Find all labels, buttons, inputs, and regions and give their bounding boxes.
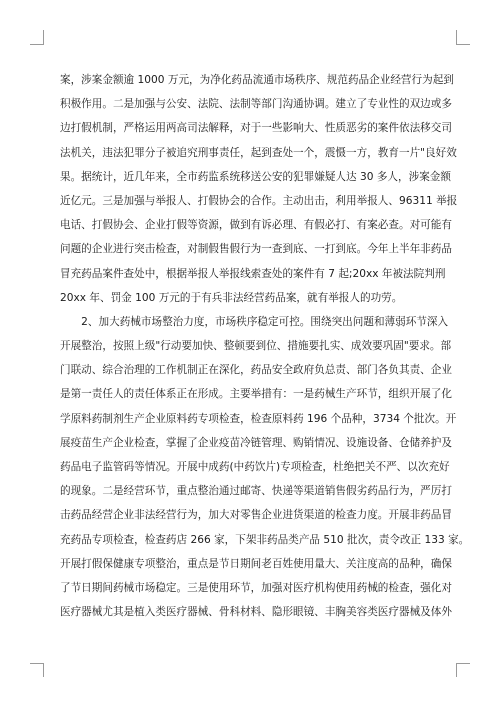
text-line: 医疗器械尤其是植入类医疗器械、骨科材料、隐形眼镜、丰胸美容类医疗器械及体外	[60, 606, 452, 619]
crop-mark-bottom-right-v	[456, 663, 457, 677]
text-line: 展疫苗生产企业检查，掌握了企业疫苗冷链管理、购销情况、设施设备、仓储养护及	[60, 436, 452, 449]
text-line: 20xx 年、罚金 100 万元的于有兵非法经营药品案，就有举报人的功劳。	[60, 291, 403, 304]
crop-mark-top-right-h	[456, 44, 470, 45]
text-line: 门联动、综合治理的工作机制正在深化，药品安全政府负总责、部门各负其责、企业	[60, 364, 452, 377]
text-line: 法机关，违法犯罪分子被追究刑事责任，起到查处一个，震慑一方，教育一片"良好效	[60, 146, 457, 159]
crop-mark-bottom-right-h	[456, 663, 470, 664]
text-line: 边打假机制，严格运用两高司法解释，对于一些影响大、性质恶劣的案件依法移交司	[60, 122, 452, 135]
text-line: 学原料药制剂生产企业原料药专项检查，检查原料药 196 个品种，3734 个批次。开	[60, 412, 457, 425]
crop-mark-top-left-v	[43, 30, 44, 44]
crop-mark-bottom-left-h	[30, 663, 44, 664]
text-line: 开展打假保健康专项整治，重点是节日期间老百姓使用量大、关注度高的品种，确保	[60, 557, 452, 570]
text-line: 开展整治，按照上级"行动要加快、整顿要到位、措施要扎实、成效要巩固"要求。部	[60, 340, 452, 353]
text-line: 2、加大药械市场整治力度，市场秩序稳定可控。围绕突出问题和薄弱环节深入	[60, 315, 449, 328]
text-line: 电话、打假协会、企业打假等资源，做到有诉必理、有假必打、有案必查。对可能有	[60, 219, 452, 232]
text-line: 击药品经营企业非法经营行为，加大对零售企业进货渠道的检查力度。开展非药品冒	[60, 509, 452, 522]
text-line: 是第一责任人的责任体系正在形成。主要举措有：一是药械生产环节，组织开展了化	[60, 388, 452, 401]
text-line: 问题的企业进行突击检查，对制假售假行为一查到底、一打到底。今年上半年非药品	[60, 243, 452, 256]
text-line: 近亿元。三是加强与举报人、打假协会的合作。主动出击，利用举报人、96311 举报	[60, 194, 458, 207]
text-line: 冒充药品案件查处中，根据举报人举报线索查处的案件有 7 起;20xx 年被法院判刑	[60, 267, 446, 280]
text-line: 充药品专项检查，检查药店 266 家，下架非药品类产品 510 批次，责令改正 133 家。	[60, 533, 470, 546]
crop-mark-top-right-v	[456, 30, 457, 44]
text-line: 案，涉案金额逾 1000 万元，为净化药品流通市场秩序、规范药品企业经营行为起到	[60, 74, 454, 86]
text-line: 积极作用。二是加强与公安、法院、法制等部门沟通协调。建立了专业性的双边或多	[60, 98, 452, 111]
text-line: 了节日期间药械市场稳定。三是使用环节，加强对医疗机构使用药械的检查，强化对	[60, 581, 452, 594]
text-line: 药品电子监管码等情况。开展中成药(中药饮片)专项检查，杜绝把关不严、以次充好	[60, 461, 450, 473]
body-text	[60, 68, 470, 624]
crop-mark-top-left-h	[30, 44, 44, 45]
text-line: 果。据统计，近几年来，全市药监系统移送公安的犯罪嫌疑人达 30 多人，涉案金额	[60, 170, 451, 183]
crop-mark-bottom-left-v	[43, 663, 44, 677]
text-line: 的现象。二是经营环节，重点整治通过邮寄、快递等渠道销售假劣药品行为，严厉打	[60, 485, 452, 498]
